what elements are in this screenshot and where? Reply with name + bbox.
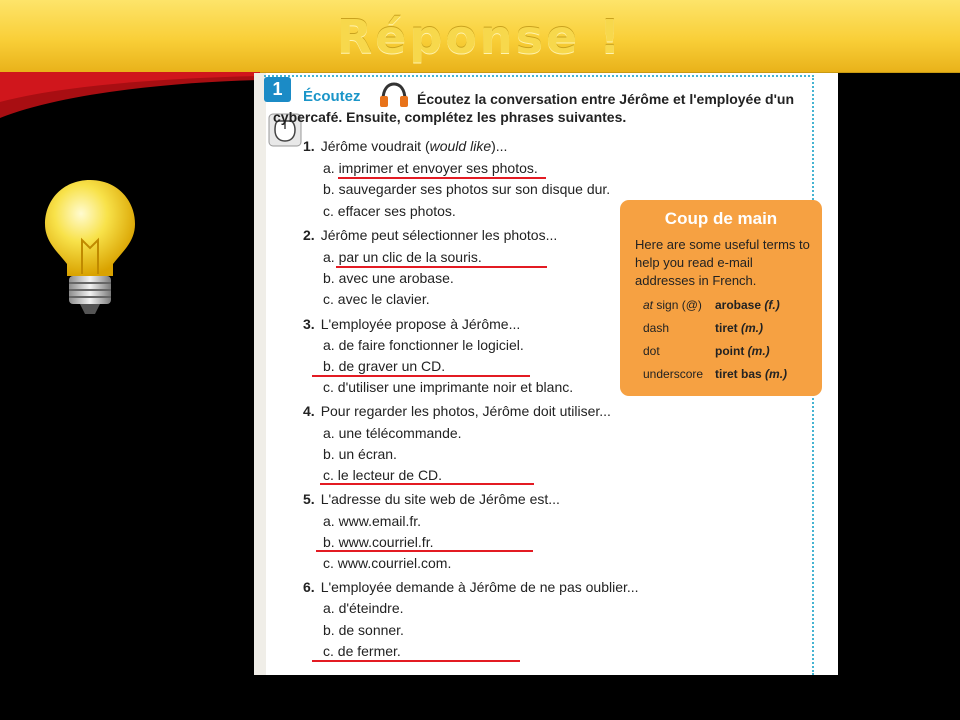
option-2b: b. avec une arobase. bbox=[323, 270, 454, 286]
question-number: 2. bbox=[303, 227, 315, 243]
option-4c: c. le lecteur de CD. bbox=[323, 467, 443, 483]
term-english-italic: at bbox=[643, 298, 654, 312]
title-banner bbox=[0, 0, 960, 73]
question-6 bbox=[303, 579, 639, 595]
question-2 bbox=[303, 227, 557, 243]
question-4 bbox=[303, 403, 611, 419]
term-english: sign (@) bbox=[653, 298, 702, 312]
term-gender: (m.) bbox=[765, 367, 788, 381]
term-english: dot bbox=[643, 344, 660, 358]
option-3a: a. de faire fonctionner le logiciel. bbox=[323, 337, 524, 353]
question-number: 1. bbox=[303, 138, 315, 154]
question-text: L'employée propose à Jérôme... bbox=[320, 316, 521, 332]
term-row-at-sign bbox=[643, 298, 780, 312]
question-text-end: )... bbox=[491, 138, 508, 154]
term-row-dash bbox=[643, 321, 764, 335]
option-1a: a. imprimer et envoyer ses photos. bbox=[323, 160, 538, 176]
question-number: 3. bbox=[303, 316, 315, 332]
question-5 bbox=[303, 491, 560, 507]
instruction-line-1: Écoutez la conversation entre Jérôme et l'employée d'un bbox=[417, 91, 794, 107]
option-3c: c. d'utiliser une imprimante noir et blanc. bbox=[323, 379, 574, 395]
ecoutez-heading: Écoutez bbox=[303, 88, 361, 105]
term-french bbox=[715, 344, 770, 358]
term-row-underscore bbox=[643, 367, 788, 381]
option-6a: a. d'éteindre. bbox=[323, 600, 404, 616]
term-english: dash bbox=[643, 321, 670, 335]
option-4a: a. une télécommande. bbox=[323, 425, 462, 441]
slide-title: Réponse ! bbox=[336, 10, 624, 64]
term-gender: (f.) bbox=[764, 298, 780, 312]
instruction-line-2: cybercafé. Ensuite, complétez les phrases suivantes. bbox=[273, 109, 627, 125]
term-french bbox=[715, 367, 787, 381]
option-1c: c. effacer ses photos. bbox=[323, 203, 456, 219]
answer-underline-6 bbox=[312, 660, 520, 662]
option-6c: c. de fermer. bbox=[323, 643, 401, 659]
option-6b: b. de sonner. bbox=[323, 622, 404, 638]
term-french-word: point bbox=[715, 344, 745, 358]
question-text: Pour regarder les photos, Jérôme doit utiliser... bbox=[320, 403, 611, 419]
red-swoosh-decoration bbox=[0, 72, 260, 118]
answer-underline-1 bbox=[338, 177, 546, 179]
answer-underline-3 bbox=[312, 375, 530, 377]
question-number: 4. bbox=[303, 403, 315, 419]
lightbulb-icon bbox=[40, 176, 140, 321]
option-4b: b. un écran. bbox=[323, 446, 397, 462]
exercise-number-badge: 1 bbox=[264, 77, 291, 102]
term-gender: (m.) bbox=[747, 344, 770, 358]
term-french-word: tiret bas bbox=[715, 367, 762, 381]
question-1 bbox=[303, 138, 507, 154]
headphones-icon bbox=[379, 82, 409, 108]
question-text: Jérôme voudrait ( bbox=[320, 138, 430, 154]
term-english: underscore bbox=[643, 367, 704, 381]
term-row-dot bbox=[643, 344, 770, 358]
term-french-word: tiret bbox=[715, 321, 738, 335]
option-1b: b. sauvegarder ses photos sur son disque dur. bbox=[323, 181, 611, 197]
option-3b: b. de graver un CD. bbox=[323, 358, 446, 374]
question-3 bbox=[303, 316, 520, 332]
question-text-italic: would like bbox=[429, 138, 492, 154]
option-2a: a. par un clic de la souris. bbox=[323, 249, 482, 265]
option-5a: a. www.email.fr. bbox=[323, 513, 422, 529]
question-number: 6. bbox=[303, 579, 315, 595]
term-gender: (m.) bbox=[741, 321, 764, 335]
question-text: L'employée demande à Jérôme de ne pas oublier... bbox=[320, 579, 639, 595]
option-2c: c. avec le clavier. bbox=[323, 291, 430, 307]
answer-underline-4 bbox=[320, 483, 534, 485]
question-number: 5. bbox=[303, 491, 315, 507]
answer-underline-2 bbox=[336, 266, 547, 268]
option-5c: c. www.courriel.com. bbox=[323, 555, 452, 571]
coup-de-main-title: Coup de main bbox=[664, 209, 778, 228]
coup-de-main-text: Here are some useful terms to help you read e-mail addresses in French. bbox=[635, 237, 810, 288]
question-text: L'adresse du site web de Jérôme est... bbox=[320, 491, 560, 507]
question-text: Jérôme peut sélectionner les photos... bbox=[320, 227, 558, 243]
coup-de-main-box bbox=[620, 200, 822, 396]
term-french bbox=[715, 321, 763, 335]
textbook-page bbox=[254, 73, 838, 675]
term-french-word: arobase bbox=[715, 298, 762, 312]
term-french bbox=[715, 298, 780, 312]
answer-underline-5 bbox=[316, 550, 533, 552]
option-5b: b. www.courriel.fr. bbox=[323, 534, 434, 550]
